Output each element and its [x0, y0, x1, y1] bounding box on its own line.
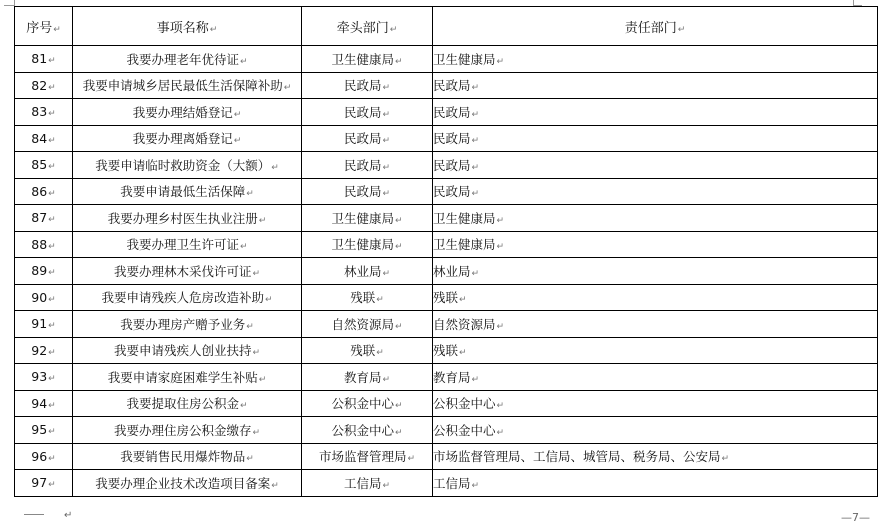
- page-number: —7—: [841, 511, 870, 524]
- cell-text: 民政局: [343, 184, 382, 200]
- cell-lead-dept: [302, 125, 433, 152]
- cell-text: 民政局: [343, 104, 382, 120]
- cell-lead-dept: [302, 258, 433, 285]
- cell-item-name: [73, 337, 302, 364]
- cell-lead-dept: [302, 311, 433, 338]
- table-row: [15, 417, 878, 444]
- table-row: [15, 284, 878, 311]
- cell-index: [15, 72, 73, 99]
- paragraph-mark: ↵: [382, 189, 391, 200]
- paragraph-mark: ↵: [471, 136, 480, 147]
- cell-item-name: [73, 311, 302, 338]
- paragraph-mark: ↵: [382, 136, 391, 147]
- cell-text: 民政局: [433, 131, 471, 147]
- cell-text: 残联: [350, 290, 376, 306]
- paragraph-mark: ↵: [389, 24, 398, 35]
- paragraph-mark: ↵: [394, 215, 403, 226]
- table-row: [15, 46, 878, 73]
- cell-resp-dept: [433, 152, 878, 179]
- paragraph-mark: ↵: [471, 83, 480, 94]
- cell-text: 我要办理乡村医生执业注册: [107, 210, 258, 226]
- cell-text: 我要申请家庭困难学生补贴: [107, 369, 258, 385]
- cell-text: 工信局: [433, 475, 471, 491]
- cell-index: [15, 417, 73, 444]
- cell-resp-dept: [433, 46, 878, 73]
- cell-text: 83: [31, 104, 48, 120]
- paragraph-mark: ↵: [48, 56, 56, 67]
- cell-text: 卫生健康局: [433, 237, 496, 253]
- header-cell-lead-dept: [302, 7, 433, 46]
- cell-text: 民政局: [343, 78, 382, 94]
- cell-text: 我要办理住房公积金缴存: [113, 422, 252, 438]
- cell-index: [15, 311, 73, 338]
- cell-resp-dept: [433, 417, 878, 444]
- paragraph-mark: ↵: [48, 215, 56, 226]
- paragraph-mark: ↵: [721, 454, 730, 465]
- paragraph-mark: ↵: [376, 348, 384, 359]
- cell-resp-dept: [433, 284, 878, 311]
- cell-text: 林业局: [343, 263, 382, 279]
- paragraph-mark: ↵: [496, 56, 505, 67]
- cell-resp-dept: [433, 205, 878, 232]
- paragraph-mark: ↵: [48, 241, 56, 252]
- cell-text: 残联: [433, 290, 459, 306]
- paragraph-mark: ↵: [496, 321, 505, 332]
- paragraph-mark: ↵: [258, 215, 267, 226]
- paragraph-mark: ↵: [252, 427, 261, 438]
- paragraph-mark: ↵: [271, 480, 279, 491]
- cell-item-name: [73, 231, 302, 258]
- cell-index: [15, 470, 73, 497]
- cell-text: 市场监督管理局: [318, 449, 407, 465]
- table-row: [15, 390, 878, 417]
- paragraph-mark: ↵: [48, 374, 56, 385]
- cell-lead-dept: [302, 390, 433, 417]
- cell-text: 卫生健康局: [433, 51, 496, 67]
- cell-text: 95: [31, 422, 48, 438]
- cell-text: 90: [31, 289, 48, 305]
- paragraph-mark: ↵: [48, 188, 56, 199]
- cell-lead-dept: [302, 443, 433, 470]
- paragraph-mark: ↵: [252, 268, 261, 279]
- paragraph-mark: ↵: [496, 401, 505, 412]
- header-cell-resp-dept: [433, 7, 878, 46]
- cell-text: 民政局: [433, 184, 471, 200]
- paragraph-mark: ↵: [471, 374, 480, 385]
- cell-index: [15, 337, 73, 364]
- cell-item-name: [73, 284, 302, 311]
- cell-index: [15, 364, 73, 391]
- paragraph-mark: ↵: [459, 295, 467, 306]
- cell-lead-dept: [302, 470, 433, 497]
- paragraph-mark: ↵: [471, 268, 480, 279]
- cell-resp-dept: [433, 443, 878, 470]
- cell-text: 卫生健康局: [331, 51, 394, 67]
- cell-index: [15, 390, 73, 417]
- header-label: 责任部门: [624, 20, 677, 36]
- cell-lead-dept: [302, 231, 433, 258]
- cell-text: 工信局: [343, 475, 382, 491]
- paragraph-mark: ↵: [271, 162, 279, 173]
- cell-text: 96: [31, 448, 48, 464]
- cell-text: 我要办理林木采伐许可证: [113, 263, 252, 279]
- cell-text: 民政局: [343, 157, 382, 173]
- cell-item-name: [73, 152, 302, 179]
- cell-text: 我要办理卫生许可证: [126, 237, 239, 253]
- paragraph-mark: ↵: [394, 56, 403, 67]
- cell-text: 我要申请最低生活保障: [120, 184, 246, 200]
- cell-text: 89: [31, 263, 48, 279]
- cell-lead-dept: [302, 152, 433, 179]
- paragraph-mark: ↵: [64, 510, 73, 521]
- paragraph-mark: ↵: [209, 24, 218, 35]
- cell-resp-dept: [433, 72, 878, 99]
- cell-resp-dept: [433, 337, 878, 364]
- cell-text: 我要申请城乡居民最低生活保障补助: [82, 78, 283, 94]
- cell-lead-dept: [302, 337, 433, 364]
- cell-lead-dept: [302, 364, 433, 391]
- cell-text: 民政局: [343, 131, 382, 147]
- paragraph-mark: ↵: [376, 295, 384, 306]
- paragraph-mark: ↵: [48, 400, 56, 411]
- paragraph-mark: ↵: [407, 454, 416, 465]
- cell-index: [15, 205, 73, 232]
- cell-text: 93: [31, 369, 48, 385]
- cell-resp-dept: [433, 99, 878, 126]
- cell-item-name: [73, 99, 302, 126]
- cell-item-name: [73, 258, 302, 285]
- paragraph-mark: ↵: [471, 109, 480, 120]
- cell-lead-dept: [302, 284, 433, 311]
- paragraph-mark: ↵: [496, 427, 505, 438]
- paragraph-mark: ↵: [394, 242, 403, 253]
- cell-resp-dept: [433, 231, 878, 258]
- cell-text: 残联: [433, 343, 459, 359]
- paragraph-mark: ↵: [48, 294, 56, 305]
- cell-text: 我要办理房产赠予业务: [120, 316, 246, 332]
- cell-text: 卫生健康局: [331, 210, 394, 226]
- cell-item-name: [73, 72, 302, 99]
- table-row: [15, 125, 878, 152]
- cell-item-name: [73, 364, 302, 391]
- paragraph-mark: ↵: [382, 268, 391, 279]
- cell-text: 市场监督管理局、工信局、城管局、税务局、公安局: [433, 449, 721, 465]
- cell-text: 我要申请残疾人创业扶持: [113, 343, 252, 359]
- cell-text: 我要办理企业技术改造项目备案: [95, 475, 271, 491]
- cell-item-name: [73, 390, 302, 417]
- table-row: [15, 205, 878, 232]
- paragraph-mark: ↵: [382, 480, 391, 491]
- table-row: [15, 364, 878, 391]
- cell-lead-dept: [302, 46, 433, 73]
- table-row: [15, 152, 878, 179]
- paragraph-mark: ↵: [394, 427, 403, 438]
- paragraph-mark: ↵: [48, 162, 56, 173]
- paragraph-mark: ↵: [382, 162, 391, 173]
- cell-text: 林业局: [433, 263, 471, 279]
- cell-text: 我要办理离婚登记: [132, 131, 233, 147]
- paragraph-mark: ↵: [394, 401, 403, 412]
- header-label: 事项名称: [156, 20, 209, 36]
- cell-text: 公积金中心: [433, 422, 496, 438]
- header-label: 序号: [26, 20, 53, 36]
- cell-index: [15, 99, 73, 126]
- paragraph-mark: ↵: [264, 295, 273, 306]
- cell-index: [15, 443, 73, 470]
- cell-text: 残联: [350, 343, 376, 359]
- table-row: [15, 231, 878, 258]
- paragraph-mark: ↵: [246, 454, 254, 465]
- cell-item-name: [73, 205, 302, 232]
- paragraph-mark: ↵: [394, 321, 403, 332]
- cell-text: 我要提取住房公积金: [126, 396, 239, 412]
- paragraph-mark: ↵: [471, 189, 480, 200]
- cell-resp-dept: [433, 125, 878, 152]
- cell-text: 公积金中心: [331, 396, 394, 412]
- cell-text: 民政局: [433, 104, 471, 120]
- cell-resp-dept: [433, 258, 878, 285]
- table-row: [15, 337, 878, 364]
- bottom-margin-line: [24, 514, 44, 515]
- cell-text: 公积金中心: [331, 422, 394, 438]
- paragraph-mark: ↵: [48, 453, 56, 464]
- paragraph-mark: ↵: [246, 189, 254, 200]
- cell-text: 自然资源局: [331, 316, 394, 332]
- cell-text: 91: [31, 316, 48, 332]
- paragraph-mark: ↵: [48, 135, 56, 146]
- cell-lead-dept: [302, 178, 433, 205]
- paragraph-mark: ↵: [239, 401, 248, 412]
- cell-text: 85: [31, 157, 48, 173]
- paragraph-mark: ↵: [48, 109, 56, 120]
- cell-index: [15, 178, 73, 205]
- cell-text: 民政局: [433, 157, 471, 173]
- cell-text: 87: [31, 210, 48, 226]
- cell-text: 84: [31, 130, 48, 146]
- cell-text: 我要申请残疾人危房改造补助: [101, 290, 264, 306]
- table-row: [15, 99, 878, 126]
- cell-text: 我要销售民用爆炸物品: [120, 449, 246, 465]
- cell-text: 97: [31, 475, 48, 491]
- header-label: 牵头部门: [336, 20, 389, 36]
- cell-index: [15, 258, 73, 285]
- cell-index: [15, 125, 73, 152]
- cell-resp-dept: [433, 178, 878, 205]
- cell-resp-dept: [433, 364, 878, 391]
- table-row: [15, 443, 878, 470]
- cell-text: 94: [31, 395, 48, 411]
- cell-text: 公积金中心: [433, 396, 496, 412]
- table-body: [15, 7, 878, 497]
- cell-text: 81: [31, 51, 48, 67]
- paragraph-mark: ↵: [53, 24, 61, 35]
- cell-text: 我要申请临时救助资金（大额）: [95, 157, 271, 173]
- paragraph-mark: ↵: [382, 109, 391, 120]
- cell-item-name: [73, 125, 302, 152]
- cell-item-name: [73, 178, 302, 205]
- cell-text: 教育局: [433, 369, 471, 385]
- cell-item-name: [73, 443, 302, 470]
- paragraph-mark: ↵: [382, 374, 391, 385]
- header-cell-index: [15, 7, 73, 46]
- cell-lead-dept: [302, 205, 433, 232]
- cell-text: 自然资源局: [433, 316, 496, 332]
- cell-text: 92: [31, 342, 48, 358]
- paragraph-mark: ↵: [283, 83, 292, 94]
- paragraph-mark: ↵: [246, 321, 254, 332]
- paragraph-mark: ↵: [233, 136, 242, 147]
- cell-text: 民政局: [433, 78, 471, 94]
- cell-lead-dept: [302, 99, 433, 126]
- table-row: [15, 178, 878, 205]
- cell-resp-dept: [433, 470, 878, 497]
- paragraph-mark: ↵: [471, 480, 480, 491]
- paragraph-mark: ↵: [48, 82, 56, 93]
- paragraph-mark: ↵: [233, 109, 242, 120]
- table-row: [15, 258, 878, 285]
- cell-text: 86: [31, 183, 48, 199]
- paragraph-mark: ↵: [496, 215, 505, 226]
- table-row: [15, 470, 878, 497]
- paragraph-mark: ↵: [258, 374, 267, 385]
- paragraph-mark: ↵: [239, 56, 248, 67]
- cell-text: 教育局: [343, 369, 382, 385]
- paragraph-mark: ↵: [677, 24, 686, 35]
- cell-text: 我要办理结婚登记: [132, 104, 233, 120]
- cell-text: 82: [31, 77, 48, 93]
- table-row: [15, 72, 878, 99]
- cell-index: [15, 46, 73, 73]
- paragraph-mark: ↵: [48, 347, 56, 358]
- header-cell-item-name: [73, 7, 302, 46]
- paragraph-mark: ↵: [48, 268, 56, 279]
- paragraph-mark: ↵: [48, 480, 56, 491]
- cell-index: [15, 152, 73, 179]
- paragraph-mark: ↵: [471, 162, 480, 173]
- cell-text: 我要办理老年优待证: [126, 51, 239, 67]
- cell-text: 88: [31, 236, 48, 252]
- cell-index: [15, 284, 73, 311]
- matters-table: [14, 6, 878, 497]
- paragraph-mark: ↵: [459, 348, 467, 359]
- paragraph-mark: ↵: [48, 427, 56, 438]
- cell-index: [15, 231, 73, 258]
- paragraph-mark: ↵: [382, 83, 391, 94]
- paragraph-mark: ↵: [48, 321, 56, 332]
- paragraph-mark: ↵: [239, 242, 248, 253]
- cell-text: 卫生健康局: [433, 210, 496, 226]
- paragraph-mark: ↵: [496, 242, 505, 253]
- table-header-row: [15, 7, 878, 46]
- cell-item-name: [73, 470, 302, 497]
- cell-resp-dept: [433, 311, 878, 338]
- cell-resp-dept: [433, 390, 878, 417]
- cell-item-name: [73, 46, 302, 73]
- cell-text: 卫生健康局: [331, 237, 394, 253]
- cell-item-name: [73, 417, 302, 444]
- cell-lead-dept: [302, 417, 433, 444]
- cell-lead-dept: [302, 72, 433, 99]
- paragraph-mark: ↵: [252, 348, 261, 359]
- table-row: [15, 311, 878, 338]
